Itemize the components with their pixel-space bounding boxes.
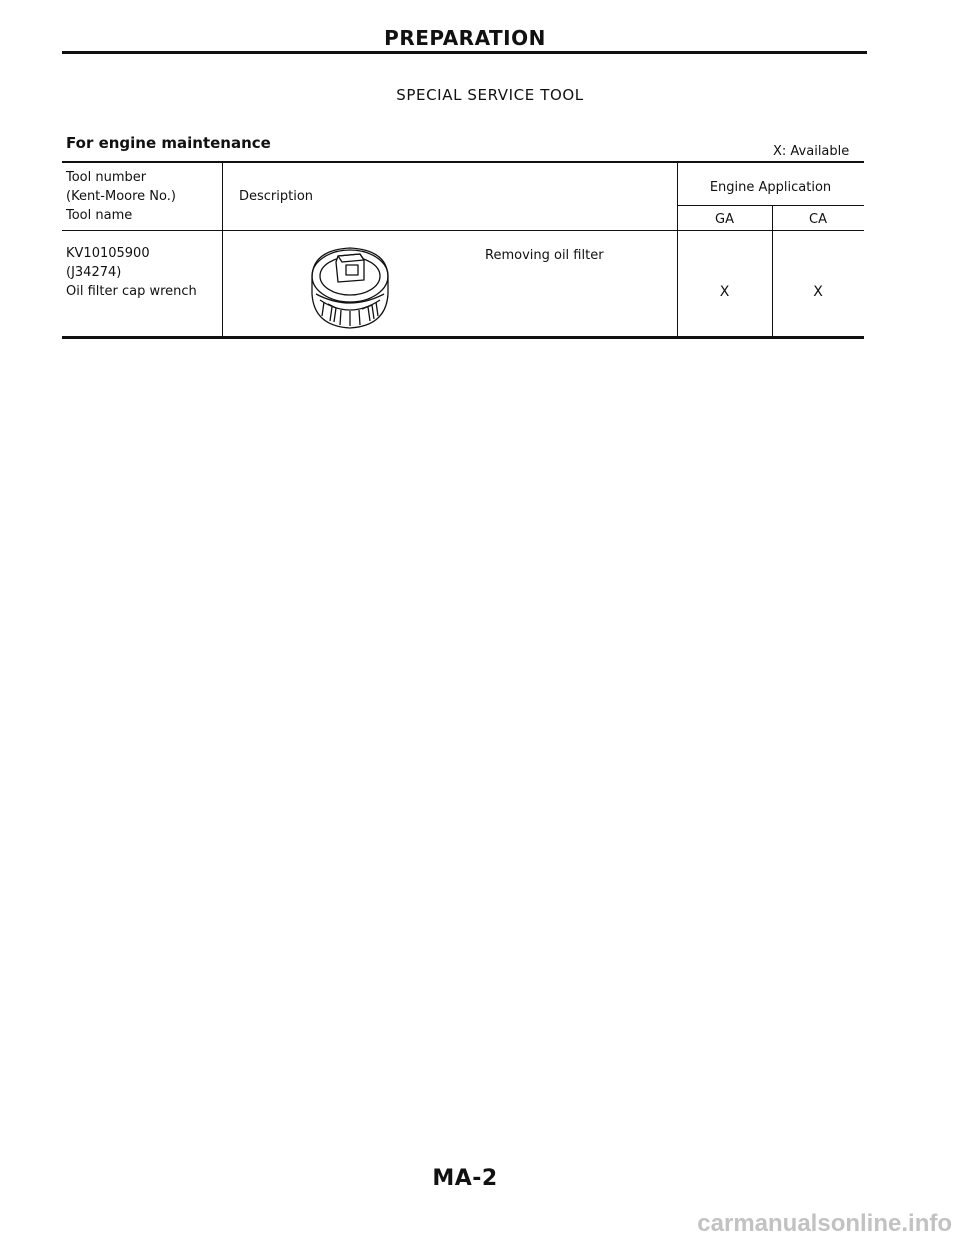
ga-availability-mark: X <box>719 284 730 300</box>
engine-header-rule <box>677 205 864 206</box>
engine-application-header: Engine Application <box>709 180 832 195</box>
tool-name: Oil filter cap wrench <box>66 284 197 299</box>
description-header: Description <box>239 189 314 204</box>
title-rule <box>62 51 867 54</box>
tool-column-header <box>66 168 176 225</box>
tool-number-header: Tool number <box>66 170 147 185</box>
engine-ca-header: CA <box>809 212 827 227</box>
kent-moore-number: (J34274) <box>66 265 122 280</box>
page-subtitle: SPECIAL SERVICE TOOL <box>396 86 584 104</box>
watermark <box>0 1210 960 1238</box>
table-top-rule <box>62 161 864 163</box>
table-row <box>66 244 197 301</box>
ca-availability-mark: X <box>813 284 823 300</box>
watermark-text: carmanualsonline.info <box>697 1210 952 1237</box>
header-bottom-rule <box>62 230 864 231</box>
column-divider-tool <box>222 161 223 336</box>
section-title: PREPARATION <box>384 26 546 50</box>
availability-legend: X: Available <box>773 144 850 159</box>
kent-moore-header: (Kent-Moore No.) <box>66 189 176 204</box>
tool-description: Removing oil filter <box>485 248 604 263</box>
tool-name-header: Tool name <box>66 208 133 223</box>
oil-filter-cap-wrench-illustration <box>302 240 398 332</box>
engine-ga-header: GA <box>715 212 734 227</box>
tool-number: KV10105900 <box>66 246 150 261</box>
page-number: MA-2 <box>432 1166 498 1191</box>
table-bottom-rule <box>62 336 864 339</box>
table-subheading: For engine maintenance <box>66 134 271 152</box>
